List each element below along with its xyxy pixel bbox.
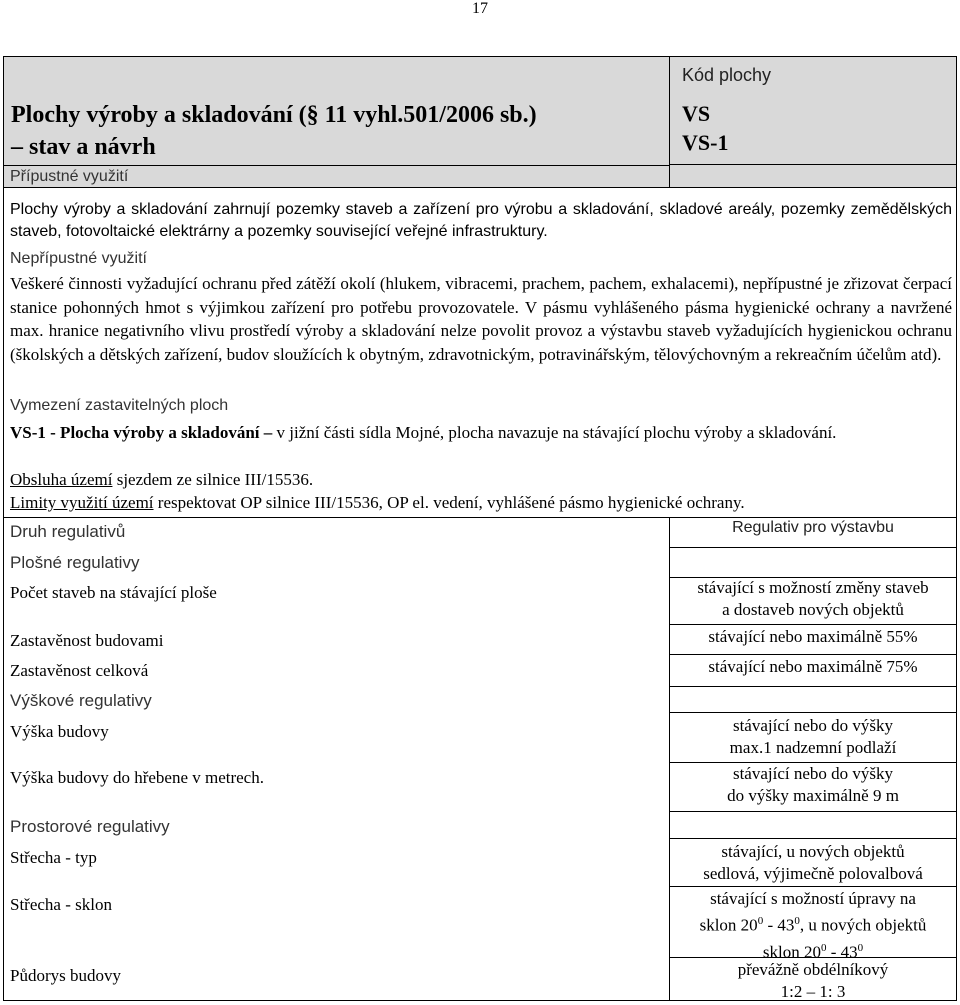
value-line: převážně obdélníkový (737, 960, 889, 979)
degree-sup: 0 (857, 941, 864, 954)
definition-heading: Vymezení zastavitelných ploch (10, 397, 229, 414)
limits-text: respektovat OP silnice III/15536, OP el. vedení, vyhlášené pásmo hygienické ochrany. (153, 493, 745, 512)
reg-value-floor-plan (670, 959, 956, 1003)
row-rule (669, 547, 957, 548)
forbidden-text: Veškeré činnosti vyžadující ochranu před zátěží okolí (hlukem, vibracemi, prachem, pachem, exhalacemi), nepřípustné je zřizovat čerpací stanice pohonných hmot s výjimkou zařízení pro potřebu provozovatele. V pásmu vyhlášeného pásma hygienické ochrany a navržené max. hranice negativního vlivu prostředí výroby a skladování nelze povolit provoz a výstavbu staveb vyžadujících hygienickou ochranu (školských a dětských zařízení, budov sloužících k obytným, zdravotnickým, potravinářským, tělovýchovným a rekreačním účelům atd). (10, 274, 952, 364)
degree-sup: 0 (820, 941, 827, 954)
table-col2-header: Regulativ pro výstavbu (732, 519, 894, 536)
header-subheading-row (4, 165, 670, 187)
reg-label-building-count: Počet staveb na stávající ploše (10, 583, 217, 602)
limits-line (10, 493, 745, 513)
forbidden-heading: Nepřípustné využití (10, 250, 147, 267)
row-rule (669, 654, 957, 655)
definition-paragraph (10, 421, 952, 444)
value-part: sklon 20 (762, 942, 821, 962)
row-rule (669, 838, 957, 839)
reg-value-built-total: stávající nebo maximálně 75% (708, 657, 918, 676)
row-rule (669, 624, 957, 625)
value-line (670, 910, 956, 937)
row-rule (669, 811, 957, 812)
code-vs-1: VS-1 (682, 130, 729, 155)
reg-value-built-buildings: stávající nebo maximálně 55% (708, 627, 918, 646)
code-vs: VS (682, 101, 711, 126)
value-line: sedlová, výjimečně polovalbová (703, 864, 923, 883)
value-line: stávající s možností změny staveb (697, 578, 929, 597)
row-rule (669, 886, 957, 887)
page-number: 17 (472, 0, 488, 17)
value-line: stávající nebo do výšky (732, 716, 894, 735)
page-title (11, 99, 537, 163)
header-block (3, 56, 957, 188)
code-label: Kód plochy (682, 65, 772, 85)
definition-text: v jižní části sídla Mojné, plocha navazuje na stávající plochu výroby a skladování. (272, 423, 837, 442)
reg-label-roof-type: Střecha - typ (10, 848, 97, 867)
value-line: max.1 nadzemní podlaží (729, 738, 897, 757)
reg-value-roof-slope (670, 888, 956, 963)
row-rule (669, 712, 957, 713)
value-part: - 43 (763, 915, 795, 935)
row-rule (669, 686, 957, 687)
reg-value-ridge-height (670, 763, 956, 807)
reg-label-built-buildings: Zastavěnost budovami (10, 631, 164, 650)
value-line: 1:2 – 1: 3 (780, 982, 846, 1001)
value-part: sklon 20 (699, 915, 758, 935)
code-values (682, 99, 728, 157)
value-line: stávající s možností úpravy na (710, 889, 916, 908)
header-code-cell (670, 57, 956, 165)
table-col1-header: Druh regulativů (10, 522, 126, 541)
height-regulations-heading: Výškové regulativy (10, 691, 152, 710)
reg-label-ridge-height: Výška budovy do hřebene v metrech. (10, 768, 264, 787)
reg-label-roof-slope: Střecha - sklon (10, 895, 112, 914)
value-part: , u nových objektů (799, 915, 927, 935)
title-line-1: Plochy výroby a skladování (§ 11 vyhl.501/2006 sb.) (11, 102, 537, 128)
service-text: sjezdem ze silnice III/15536. (112, 470, 314, 489)
value-part: - 43 (826, 942, 858, 962)
reg-value-roof-type (670, 841, 956, 885)
service-line (10, 470, 313, 490)
reg-value-building-count (670, 577, 956, 621)
reg-label-built-total: Zastavěnost celková (10, 661, 149, 680)
permitted-heading: Přípustné využití (10, 168, 129, 185)
value-line: do výšky maximálně 9 m (727, 786, 899, 805)
reg-value-building-height (670, 715, 956, 759)
limits-label: Limity využití území (10, 493, 154, 512)
definition-code-title: VS-1 - Plocha výroby a skladování – (10, 423, 273, 442)
value-line: stávající, u nových objektů (721, 842, 905, 861)
reg-label-floor-plan: Půdorys budovy (10, 966, 121, 985)
degree-sup: 0 (794, 915, 800, 927)
value-line: stávající nebo do výšky (732, 764, 894, 783)
permitted-text: Plochy výroby a skladování zahrnují pozemky staveb a zařízení pro výrobu a skladování, skladové areály, pozemky zemědělských staveb, fotovoltaické elektrárny a pozemky související veřejné infrastruktury. (10, 201, 952, 240)
degree-sup: 0 (757, 915, 764, 927)
service-label: Obsluha území (10, 470, 113, 489)
reg-label-building-height: Výška budovy (10, 722, 109, 741)
value-line: a dostaveb nových objektů (722, 600, 904, 619)
title-line-2: – stav a návrh (11, 134, 156, 160)
area-regulations-heading: Plošné regulativy (10, 553, 140, 572)
spatial-regulations-heading: Prostorové regulativy (10, 817, 170, 836)
